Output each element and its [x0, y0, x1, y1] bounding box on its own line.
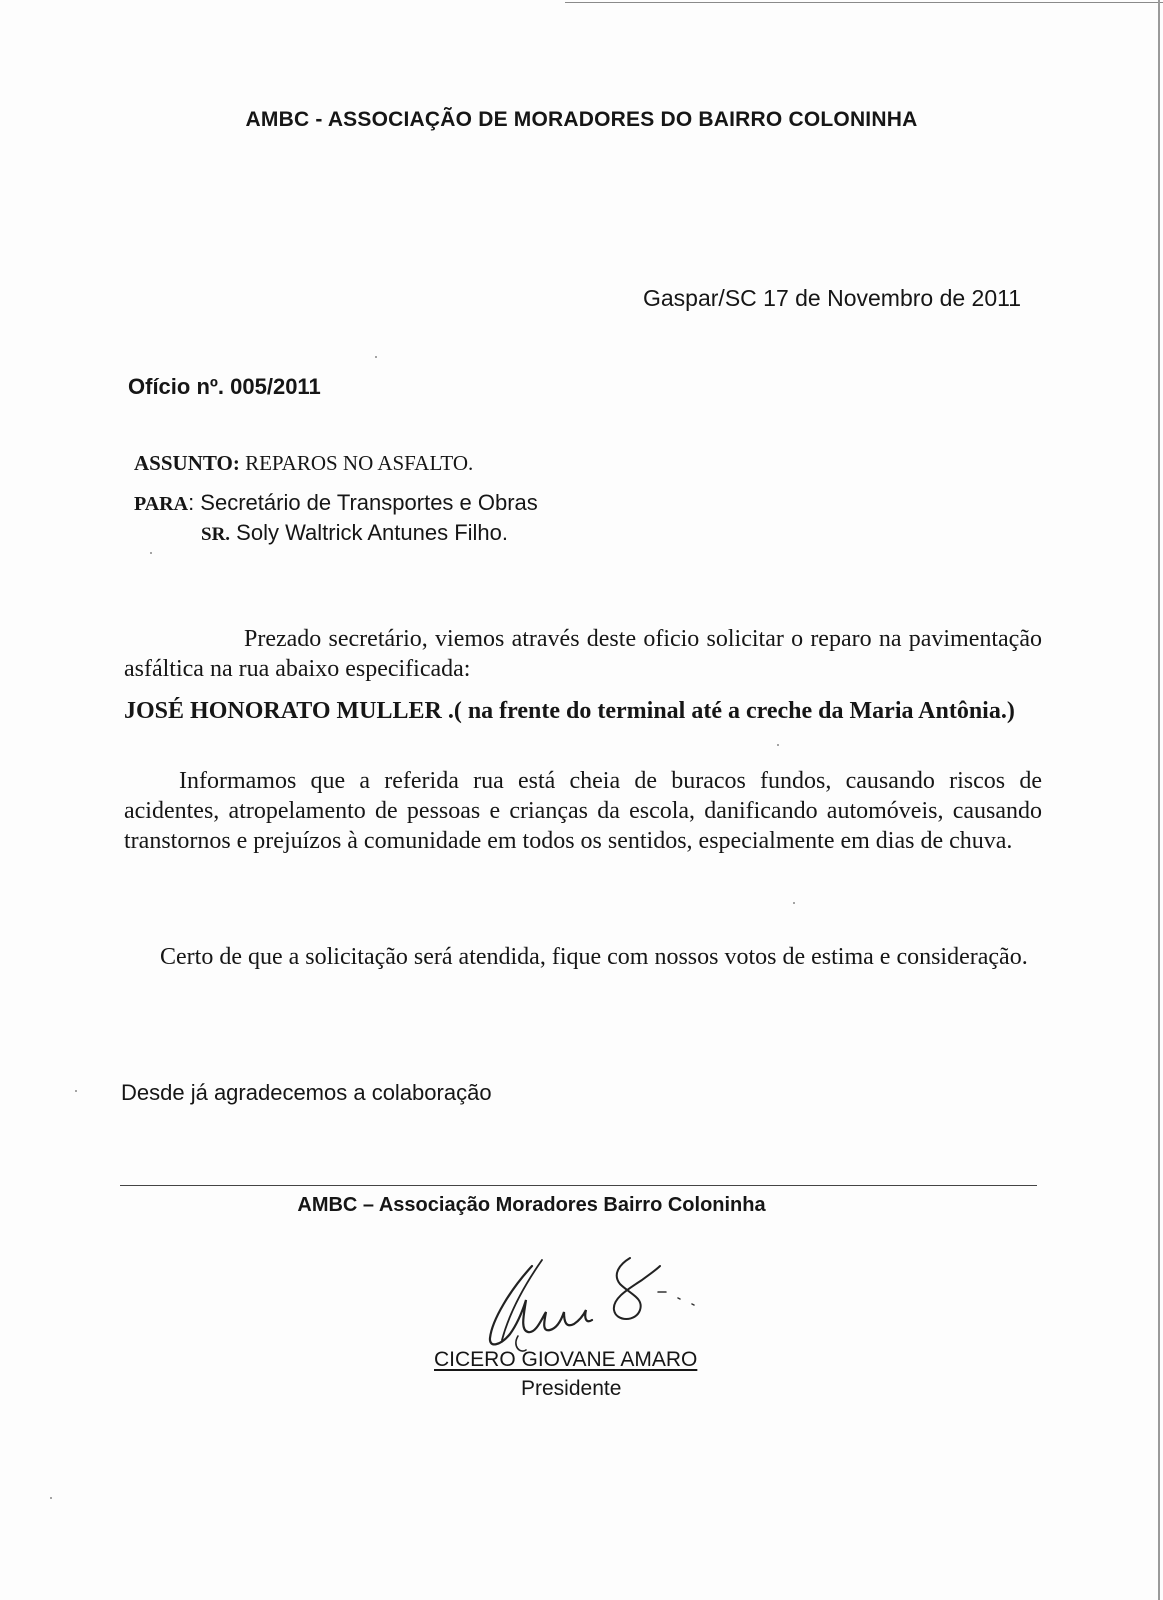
- scan-speck: [793, 902, 795, 904]
- recipient-name: Soly Waltrick Antunes Filho.: [236, 520, 509, 545]
- handwritten-signature: [480, 1250, 730, 1360]
- scan-speck: [150, 552, 152, 554]
- recipient-title: Secretário de Transportes e Obras: [200, 490, 538, 515]
- scan-speck: [777, 744, 779, 746]
- scan-edge-right: [1158, 0, 1160, 1600]
- organization-name: AMBC – Associação Moradores Bairro Coloninha: [297, 1194, 766, 1216]
- recipient-honorific: SR.: [201, 524, 231, 545]
- scan-speck: [75, 1090, 77, 1092]
- subject-text: REPAROS NO ASFALTO.: [245, 451, 474, 475]
- body-paragraph-details: Informamos que a referida rua está cheia de buracos fundos, causando riscos de acidentes, atropelamento de pessoas e crianças da escola, danificando automóveis, causando transtornos e prejuízos à comunidade em todos os sentidos, especialmente em dias de chuva.: [124, 768, 1042, 854]
- scan-speck: [50, 1497, 52, 1499]
- recipient-name-line: [201, 520, 508, 546]
- signature-rule: [120, 1185, 1037, 1186]
- thanks-line: Desde já agradecemos a colaboração: [121, 1080, 492, 1105]
- subject-line: [134, 451, 473, 476]
- recipient-label: PARA: [134, 493, 189, 515]
- scan-edge-top: [565, 2, 1163, 3]
- body-paragraph-street: JOSÉ HONORATO MULLER .( na frente do terminal até a creche da Maria Antônia.): [124, 698, 1015, 724]
- oficio-number: Ofício nº. 005/2011: [128, 374, 321, 399]
- signer-name: CICERO GIOVANE AMARO: [434, 1348, 698, 1371]
- body-paragraph-request: Prezado secretário, viemos através deste oficio solicitar o reparo na pavimentação asfáltica na rua abaixo especificada:: [124, 626, 1042, 682]
- subject-label: ASSUNTO:: [134, 451, 240, 475]
- letterhead-title: AMBC - ASSOCIAÇÃO DE MORADORES DO BAIRRO COLONINHA: [245, 108, 918, 131]
- recipient-line: PARA: Secretário de Transportes e Obras: [134, 490, 538, 515]
- date-line: Gaspar/SC 17 de Novembro de 2011: [643, 285, 1022, 311]
- scan-speck: [375, 356, 377, 358]
- body-paragraph-closing: Certo de que a solicitação será atendida, fique com nossos votos de estima e consideração.: [160, 944, 1028, 970]
- signer-role: Presidente: [521, 1377, 622, 1400]
